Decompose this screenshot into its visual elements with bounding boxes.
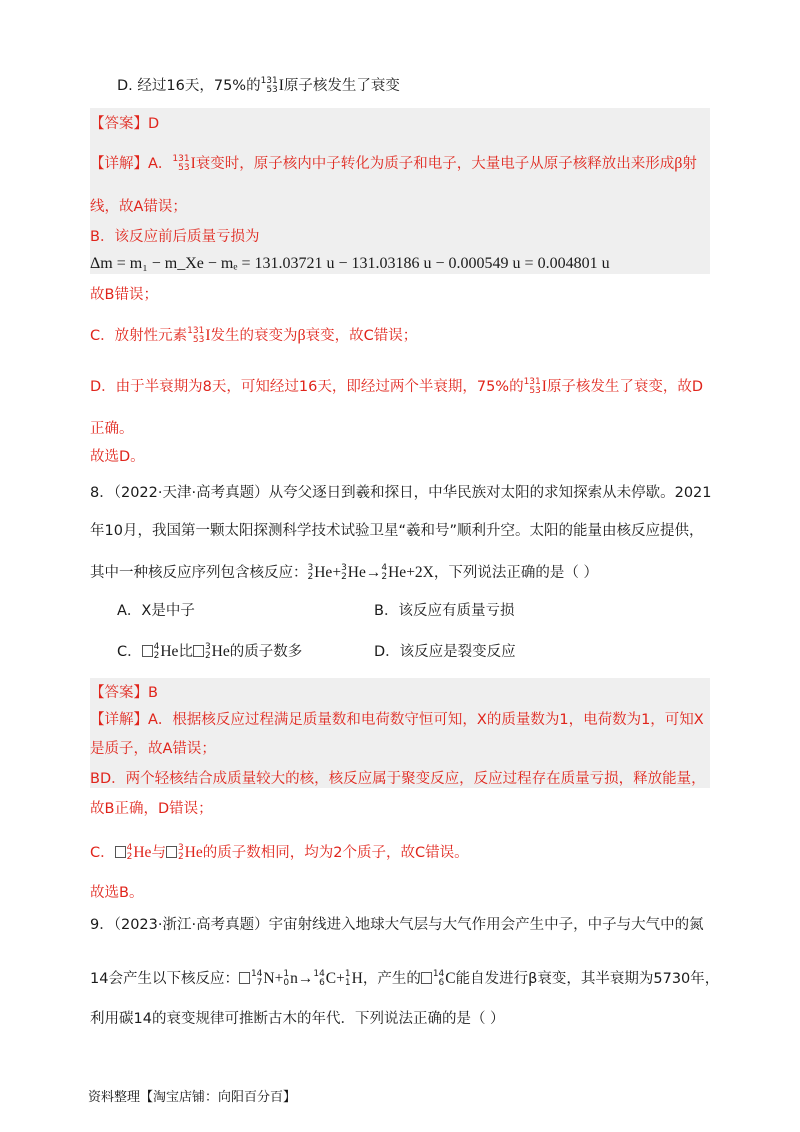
q8-option-d[interactable]: D．该反应是裂变反应 xyxy=(374,644,516,660)
choice-q8: 故选B。 xyxy=(90,885,144,901)
isotope: 131 53 xyxy=(187,326,205,345)
q8-stem-1: 8．（2022·天津·高考真题）从夸父逐日到羲和探日，中华民族对太阳的求知探索从未停歇。2021 xyxy=(90,485,712,501)
q8-option-b[interactable]: B．该反应有质量亏损 xyxy=(374,603,515,619)
q9-stem-1: 9．（2023·浙江·高考真题）宇宙射线进入地球大气层与大气作用会产生中子，中子与大气中的氮 xyxy=(90,917,704,933)
answer-label-q8: 【答案】B xyxy=(90,685,158,701)
isotope: 3 2 xyxy=(307,563,314,582)
choice-q7: 故选D。 xyxy=(90,449,145,465)
detail-bd-cont-q8: 故B正确，D错误； xyxy=(90,801,213,817)
q8-stem-2: 年10月，我国第一颗太阳探测科学技术试验卫星“羲和号”顺利升空。太阳的能量由核反应提供， xyxy=(90,523,704,539)
isotope: 131 53 xyxy=(523,377,541,396)
detail-a-cont-q7: 线，故A错误； xyxy=(90,199,187,215)
placeholder-box-icon xyxy=(239,972,250,984)
detail-a-q8: 【详解】A．根据核反应过程满足质量数和电荷数守恒可知，X的质量数为1，电荷数为1，可知X xyxy=(90,712,704,728)
q9-stem-2: 14会产生以下核反应： 14 7 N+ 1 0 n→ 14 6 C+ 1 1 H，产生的 14 6 C能自发进行β衰变，其半衰期为5730年， xyxy=(90,969,720,988)
answer-shade-q7 xyxy=(90,108,710,274)
detail-b-q7: B．该反应前后质量亏损为 xyxy=(90,229,260,245)
option-d-q7: D. 经过16天，75%的 131 53 I原子核发生了衰变 xyxy=(117,76,400,95)
placeholder-box-icon xyxy=(421,972,432,984)
isotope: 3 2 xyxy=(341,563,347,582)
detail-c-q8: C． 4 2 He与 3 2 He的质子数相同，均为2个质子，故C错误。 xyxy=(90,843,469,862)
isotope: 131 53 xyxy=(260,76,278,95)
detail-c-q7: C．放射性元素 131 53 I发生的衰变为β衰变，故C错误； xyxy=(90,326,418,345)
detail-bd-q8: BD．两个轻核结合成质量较大的核，核反应属于聚变反应，反应过程存在质量亏损，释放能量， xyxy=(90,771,706,787)
footer-source: 资料整理【淘宝店铺：向阳百分百】 xyxy=(88,1090,297,1105)
placeholder-box-icon xyxy=(115,846,126,858)
placeholder-box-icon xyxy=(193,645,204,657)
q9-stem-3: 利用碳14的衰变规律可推断古木的年代．下列说法正确的是（ ） xyxy=(90,1011,505,1027)
answer-label-q7: 【答案】D xyxy=(90,116,160,132)
mass-defect-equation: Δm = m₁ − m_Xe − mₑ = 131.03721 u − 131.03186 u − 0.000549 u = 0.004801 u xyxy=(90,255,610,272)
detail-a-cont-q8: 是质子，故A错误； xyxy=(90,741,216,757)
detail-d-q7: D．由于半衰期为8天，可知经过16天，即经过两个半衰期，75%的 131 53 I原子核发生了衰变，故D xyxy=(90,377,704,396)
q8-option-c[interactable]: C． 4 2 He比 3 2 He的质子数多 xyxy=(117,642,303,661)
placeholder-box-icon xyxy=(142,645,153,657)
detail-a-q7: 【详解】A． 131 53 I衰变时，原子核内中子转化为质子和电子，大量电子从原子核释放出来形成β射 xyxy=(90,154,697,173)
isotope: 131 53 xyxy=(172,154,190,173)
q8-option-a[interactable]: A．X是中子 xyxy=(117,603,195,619)
detail-b-concl-q7: 故B错误； xyxy=(90,287,158,303)
placeholder-box-icon xyxy=(166,846,177,858)
detail-d-cont-q7: 正确。 xyxy=(90,421,134,437)
isotope: 4 2 xyxy=(381,563,388,582)
q8-stem-3: 其中一种核反应序列包含核反应： 3 2 He+ 3 2 He→ 4 2 He+2X，下列说法正确的是（ ） xyxy=(90,563,598,582)
